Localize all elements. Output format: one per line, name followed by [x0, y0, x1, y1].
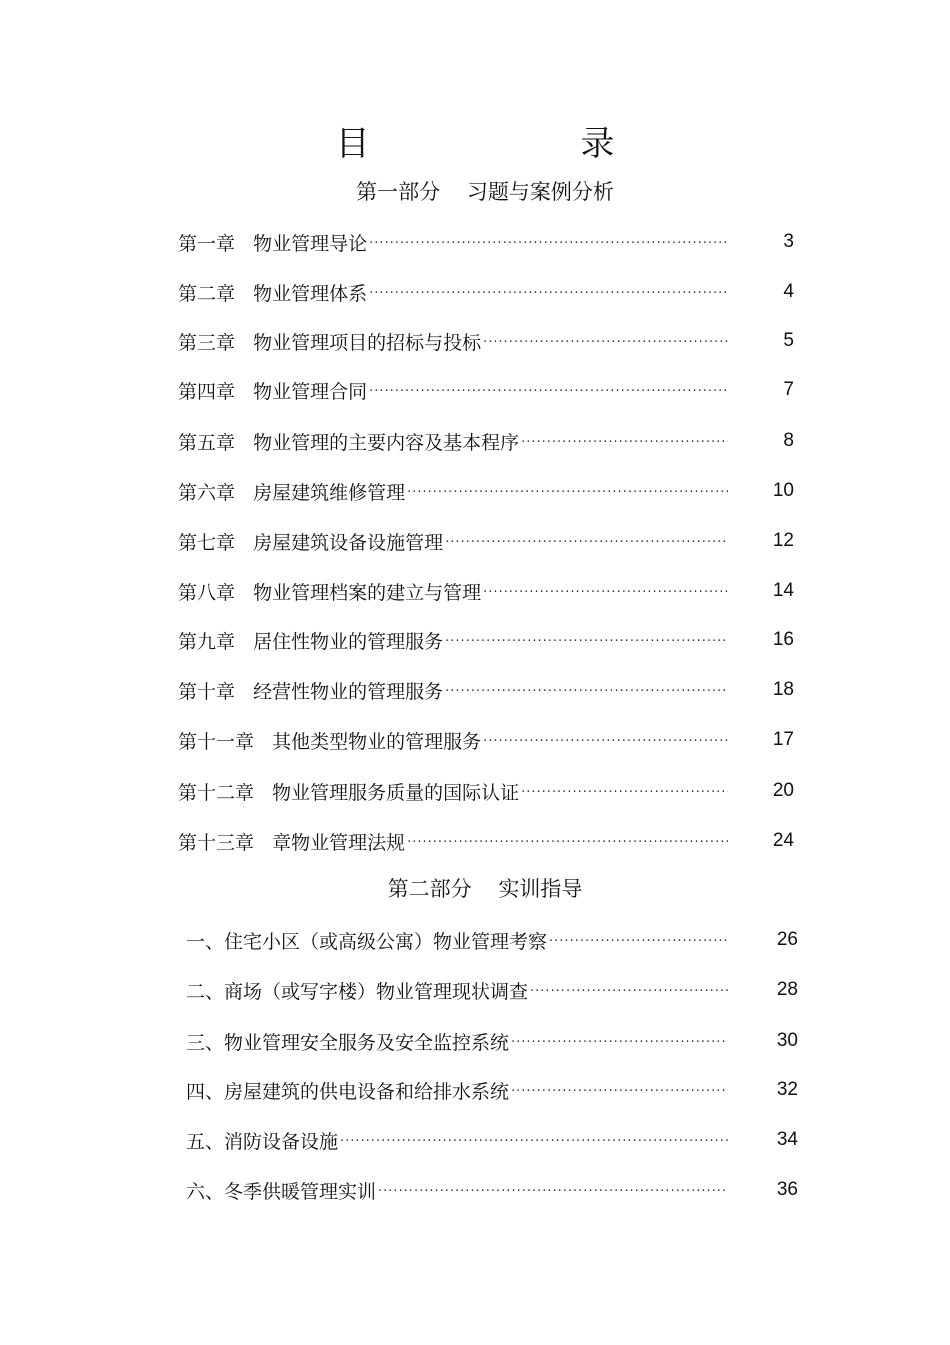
dot-leader: [549, 934, 728, 949]
toc-entry-label: 第四章 物业管理合同: [178, 380, 368, 403]
dot-leader: [483, 585, 728, 600]
toc-entry-page: 16: [772, 629, 794, 650]
toc-entry-page: 34: [776, 1129, 798, 1150]
dot-leader: [369, 236, 728, 251]
toc-entry[interactable]: [178, 426, 794, 456]
dot-leader: [369, 384, 728, 399]
toc-entry-page: 20: [772, 780, 794, 801]
toc-entry[interactable]: [186, 1026, 798, 1056]
toc-entry[interactable]: [178, 576, 794, 606]
toc-entry-label: 第十三章 章物业管理法规: [178, 831, 406, 854]
toc-entry-label: 第九章 居住性物业的管理服务: [178, 630, 444, 653]
part-heading: 第一部分 习题与案例分析: [356, 180, 614, 204]
dot-leader: [530, 984, 728, 999]
toc-entry-page: 8: [783, 430, 794, 451]
toc-entry[interactable]: [178, 725, 794, 755]
toc-entry-label: 六、冬季供暖管理实训: [186, 1180, 377, 1203]
toc-entry[interactable]: [178, 675, 794, 705]
dot-leader: [511, 1084, 728, 1099]
toc-entry-page: 24: [772, 830, 794, 851]
toc-entry[interactable]: [178, 625, 794, 655]
toc-entry-page: 5: [783, 330, 794, 351]
dot-leader: [445, 634, 728, 649]
toc-entry-page: 17: [772, 729, 794, 750]
part-heading: 第二部分 实训指导: [387, 877, 583, 901]
toc-entry-page: 12: [772, 530, 794, 551]
page-title: 目 录: [335, 124, 715, 164]
toc-entry-label: 第三章 物业管理项目的招标与投标: [178, 331, 482, 354]
toc-entry-label: 第七章 房屋建筑设备设施管理: [178, 531, 444, 554]
toc-entry[interactable]: [178, 277, 794, 307]
dot-leader: [445, 684, 728, 699]
toc-entry[interactable]: [178, 326, 794, 356]
toc-entry[interactable]: [178, 826, 794, 856]
toc-entry-page: 26: [776, 929, 798, 950]
toc-entry-page: 7: [783, 379, 794, 400]
toc-entry-page: 36: [776, 1179, 798, 1200]
dot-leader: [407, 835, 728, 850]
toc-entry-page: 14: [772, 580, 794, 601]
toc-entry-label: 第六章 房屋建筑维修管理: [178, 481, 406, 504]
dot-leader: [340, 1134, 728, 1149]
toc-entry-page: 30: [776, 1030, 798, 1051]
dot-leader: [521, 785, 728, 800]
toc-entry[interactable]: [186, 1125, 798, 1155]
dot-leader: [369, 286, 728, 301]
toc-entry-label: 四、房屋建筑的供电设备和给排水系统: [186, 1080, 510, 1103]
toc-entry-label: 第十章 经营性物业的管理服务: [178, 680, 444, 703]
dot-leader: [511, 1035, 728, 1050]
toc-entry[interactable]: [178, 227, 794, 257]
toc-entry[interactable]: [186, 925, 798, 955]
toc-entry-label: 第二章 物业管理体系: [178, 282, 368, 305]
toc-entry[interactable]: [178, 375, 794, 405]
toc-entry-page: 3: [783, 231, 794, 252]
dot-leader: [445, 535, 728, 550]
toc-entry[interactable]: [186, 975, 798, 1005]
toc-entry[interactable]: [178, 526, 794, 556]
toc-entry-page: 18: [772, 679, 794, 700]
toc-entry-page: 28: [776, 979, 798, 1000]
toc-entry[interactable]: [186, 1075, 798, 1105]
toc-entry[interactable]: [178, 476, 794, 506]
toc-entry-label: 第十一章 其他类型物业的管理服务: [178, 730, 482, 753]
toc-entry-label: 第五章 物业管理的主要内容及基本程序: [178, 431, 520, 454]
toc-entry-label: 二、商场（或写字楼）物业管理现状调查: [186, 980, 529, 1003]
toc-entry-label: 第十二章 物业管理服务质量的国际认证: [178, 781, 520, 804]
dot-leader: [483, 335, 728, 350]
dot-leader: [407, 485, 728, 500]
dot-leader: [483, 734, 728, 749]
toc-entry-label: 一、住宅小区（或高级公寓）物业管理考察: [186, 930, 548, 953]
toc-entry-label: 第八章 物业管理档案的建立与管理: [178, 581, 482, 604]
toc-entry-page: 10: [772, 480, 794, 501]
dot-leader: [521, 435, 728, 450]
toc-entry-label: 三、物业管理安全服务及安全监控系统: [186, 1031, 510, 1054]
toc-entry-label: 第一章 物业管理导论: [178, 232, 368, 255]
toc-entry-page: 4: [783, 281, 794, 302]
toc-entry-label: 五、消防设备设施: [186, 1130, 339, 1153]
toc-entry[interactable]: [186, 1175, 798, 1205]
toc-entry[interactable]: [178, 776, 794, 806]
toc-entry-page: 32: [776, 1079, 798, 1100]
dot-leader: [378, 1184, 728, 1199]
